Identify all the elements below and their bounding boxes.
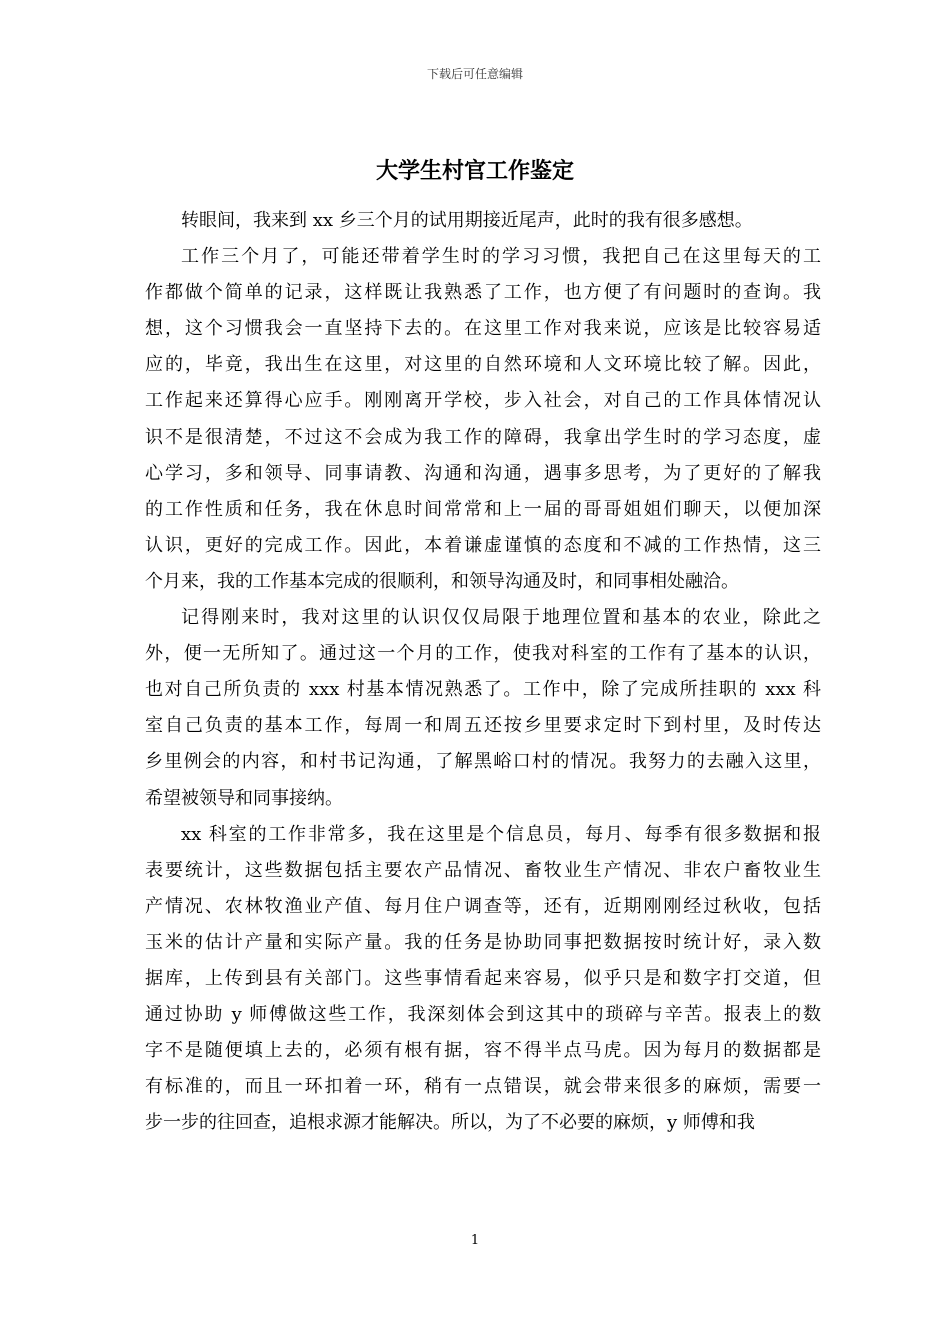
paragraph-line: 通过协助 y 师傅做这些工作，我深刻体会到这其中的琐碎与辛苦。报表上的数 [145,1004,821,1026]
paragraph [145,239,821,600]
paragraph-line: 认识，更好的完成工作。因此，本着谦虚谨慎的态度和不减的工作热情，这三 [145,534,821,556]
paragraph-line: 作都做个简单的记录，这样既让我熟悉了工作，也方便了有问题时的查询。我 [145,282,821,304]
paragraph-line: 室自己负责的基本工作，每周一和周五还按乡里要求定时下到村里，及时传达 [145,715,821,737]
paragraph-line: 产情况、农林牧渔业产值、每月住户调查等，还有，近期刚刚经过秋收，包括 [145,895,821,917]
paragraph-line: 外，便一无所知了。通过这一个月的工作，使我对科室的工作有了基本的认识， [145,643,821,665]
paragraph-line: 记得刚来时，我对这里的认识仅仅局限于地理位置和基本的农业，除此之 [181,607,821,629]
paragraph-line: 据库，上传到县有关部门。这些事情看起来容易，似乎只是和数字打交道，但 [145,967,821,989]
document-body [145,203,821,1141]
paragraph [145,203,821,239]
paragraph-line: 步一步的往回查，追根求源才能解决。所以，为了不必要的麻烦，y 师傅和我 [145,1112,755,1134]
paragraph-line: 的工作性质和任务，我在休息时间常常和上一届的哥哥姐姐们聊天，以便加深 [145,498,821,520]
paragraph-line: xx 科室的工作非常多，我在这里是个信息员，每月、每季有很多数据和报 [181,823,821,845]
paragraph-line: 心学习，多和领导、同事请教、沟通和沟通，遇事多思考，为了更好的了解我 [145,462,821,484]
paragraph-line: 识不是很清楚，不过这不会成为我工作的障碍，我拿出学生时的学习态度，虚 [145,426,821,448]
header-note: 下载后可任意编辑 [426,67,523,81]
document-title: 大学生村官工作鉴定 [375,158,574,184]
page-number: 1 [470,1233,480,1248]
paragraph-line: 工作三个月了，可能还带着学生时的学习习惯，我把自己在这里每天的工 [181,246,821,268]
paragraph [145,600,821,817]
paragraph-line: 字不是随便填上去的，必须有根有据，容不得半点马虎。因为每月的数据都是 [145,1040,821,1062]
paragraph-line: 乡里例会的内容，和村书记沟通，了解黑峪口村的情况。我努力的去融入这里， [145,751,821,773]
paragraph [145,817,821,1142]
paragraph-line: 应的，毕竟，我出生在这里，对这里的自然环境和人文环境比较了解。因此， [145,354,821,376]
paragraph-line: 想，这个习惯我会一直坚持下去的。在这里工作对我来说，应该是比较容易适 [145,318,821,340]
paragraph-line: 有标准的，而且一环扣着一环，稍有一点错误，就会带来很多的麻烦，需要一 [145,1076,821,1098]
paragraph-line: 希望被领导和同事接纳。 [145,787,343,809]
paragraph-line: 表要统计，这些数据包括主要农产品情况、畜牧业生产情况、非农户畜牧业生 [145,859,821,881]
paragraph-line: 工作起来还算得心应手。刚刚离开学校，步入社会，对自己的工作具体情况认 [145,390,821,412]
paragraph-line: 也对自己所负责的 xxx 村基本情况熟悉了。工作中，除了完成所挂职的 xxx 科 [145,679,821,701]
paragraph-line: 转眼间，我来到 xx 乡三个月的试用期接近尾声，此时的我有很多感想。 [181,210,753,231]
paragraph-line: 玉米的估计产量和实际产量。我的任务是协助同事把数据按时统计好，录入数 [145,931,821,953]
paragraph-line: 个月来，我的工作基本完成的很顺利，和领导沟通及时，和同事相处融洽。 [145,570,739,592]
